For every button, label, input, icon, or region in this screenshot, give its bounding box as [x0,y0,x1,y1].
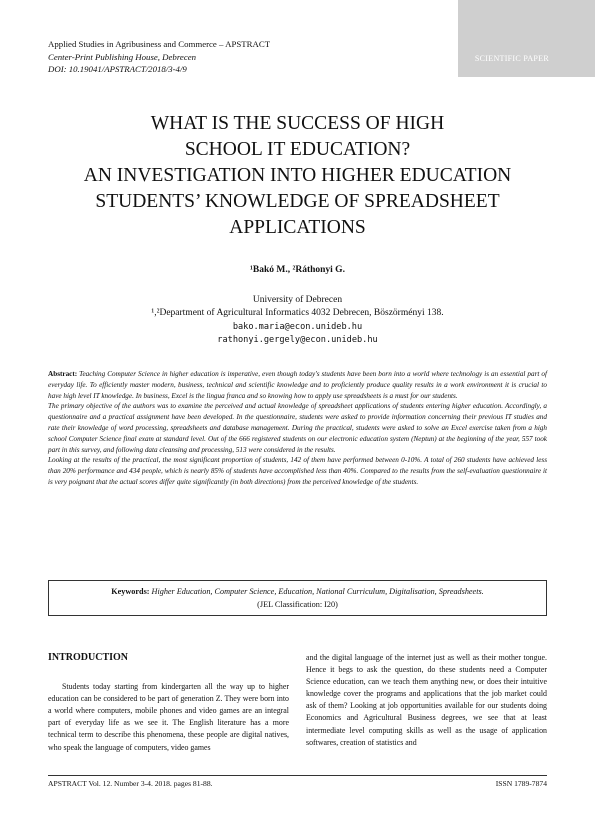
footer-citation: APSTRACT Vol. 12. Number 3-4. 2018. pages 81-88. [48,779,213,788]
title-line: STUDENTS’ KNOWLEDGE OF SPREADSHEET [95,191,500,212]
section-heading: INTRODUCTION [48,652,129,663]
title-line: WHAT IS THE SUCCESS OF HIGH [150,113,445,134]
email-link[interactable]: rathonyi.gergely@econ.unideb.hu [217,334,378,345]
doi: DOI: 10.19041/APSTRACT/2018/3-4/9 [48,64,187,74]
left-column [48,652,289,754]
abstract-paragraph: Looking at the results of the practical, the most significant proportion of students, 142 of them have performed between 0-10%. A total of 260 students have achieved less than 20% performance and 434 people, which is nearly 85% of students have accomplished less than 40%. Compared to the results from the self-evaluation questionnaire it is very poignant that the actual scores differ quite significantly (in both directions) from the perceived knowledge of the students. [48,456,547,486]
title-line: AN INVESTIGATION INTO HIGHER EDUCATION [83,165,512,186]
department: ¹,²Department of Agricultural Informatics 4032 Debrecen, Böszörményi 138. [151,308,444,319]
affiliation [40,294,555,347]
paper-title [40,111,555,241]
footer-issn: ISSN 1789-7874 [495,779,547,788]
footer-divider [48,775,547,776]
keywords-text: Higher Education, Computer Science, Education, National Curriculum, Digitalisation, Spreadsheets. [151,587,484,596]
abstract-label: Abstract: [48,370,78,378]
abstract-text: Teaching Computer Science in higher education is imperative, even though today's students have been born into a world where technology is an essential part of everyday life. To efficiently master modern, business, technical and scientific knowledge and to proficiently produce quality results in a work environment it is crucial to have high level IT knowledge. In business, Excel is the lingua franca and so knowing how to apply use spreadsheets is a must for our students. [48,370,548,400]
paper-type-badge [458,0,595,77]
body-paragraph: Students today starting from kindergarten all the way up to higher education can be considered to be part of generation Z. They were born into a world where computers, mobile phones and video games are an integral part of everyday life as we see it. The English literature has a more technical term to describe this phenomena, these people are digital natives, who speak the language of computers, video games [48,682,289,752]
body-paragraph: and the digital language of the internet just as well as their mother tongue. Hence it begs to ask the question, do these students need a Computer Science education, can we teach them anything new, or does their intuitive knowledge cover the programs and applications that the job market could ask of them? Looking at job opportunities available for our students doing Economics and Agricultural Business degrees, we see that at least intermediate level computing skills as well as the usage of application softwares, creation of statistics and [306,653,547,747]
journal-name: Applied Studies in Agribusiness and Commerce – APSTRACT [48,39,271,49]
badge-label: SCIENTIFIC PAPER [474,54,549,63]
title-line: SCHOOL IT EDUCATION? [184,139,411,160]
abstract-paragraph: The primary objective of the authors was to examine the perceived and actual knowledge of spreadsheet applications of students entering higher education. Accordingly, a questionnaire and a practical assignment have been developed. In the questionnaire, students were asked to provide information concerning their previous IT studies and rate their knowledge of word processing, spreadsheets and database management. During the practical, students were asked to solve an Excel exercise taken from a high school Computer Science final exam at standard level. Out of the 666 registered students on our electronic education system (Neptun) at the beginning of the year, 557 took part in this survey, and following data cleansing and processing, 513 were considered in the results. [48,402,547,454]
university: University of Debrecen [252,295,343,305]
right-column [306,652,547,749]
title-line: APPLICATIONS [229,217,366,238]
publisher: Center-Print Publishing House, Debrecen [48,51,197,62]
keywords-box [48,580,547,616]
email-link[interactable]: bako.maria@econ.unideb.hu [232,321,363,332]
abstract [48,369,547,488]
authors: ¹Bakó M., ²Ráthonyi G. [250,265,345,275]
jel-classification: (JEL Classification: I20) [257,599,338,609]
keywords-label: Keywords: [111,587,150,596]
journal-header [48,38,270,76]
abstract-paragraph [48,369,547,401]
